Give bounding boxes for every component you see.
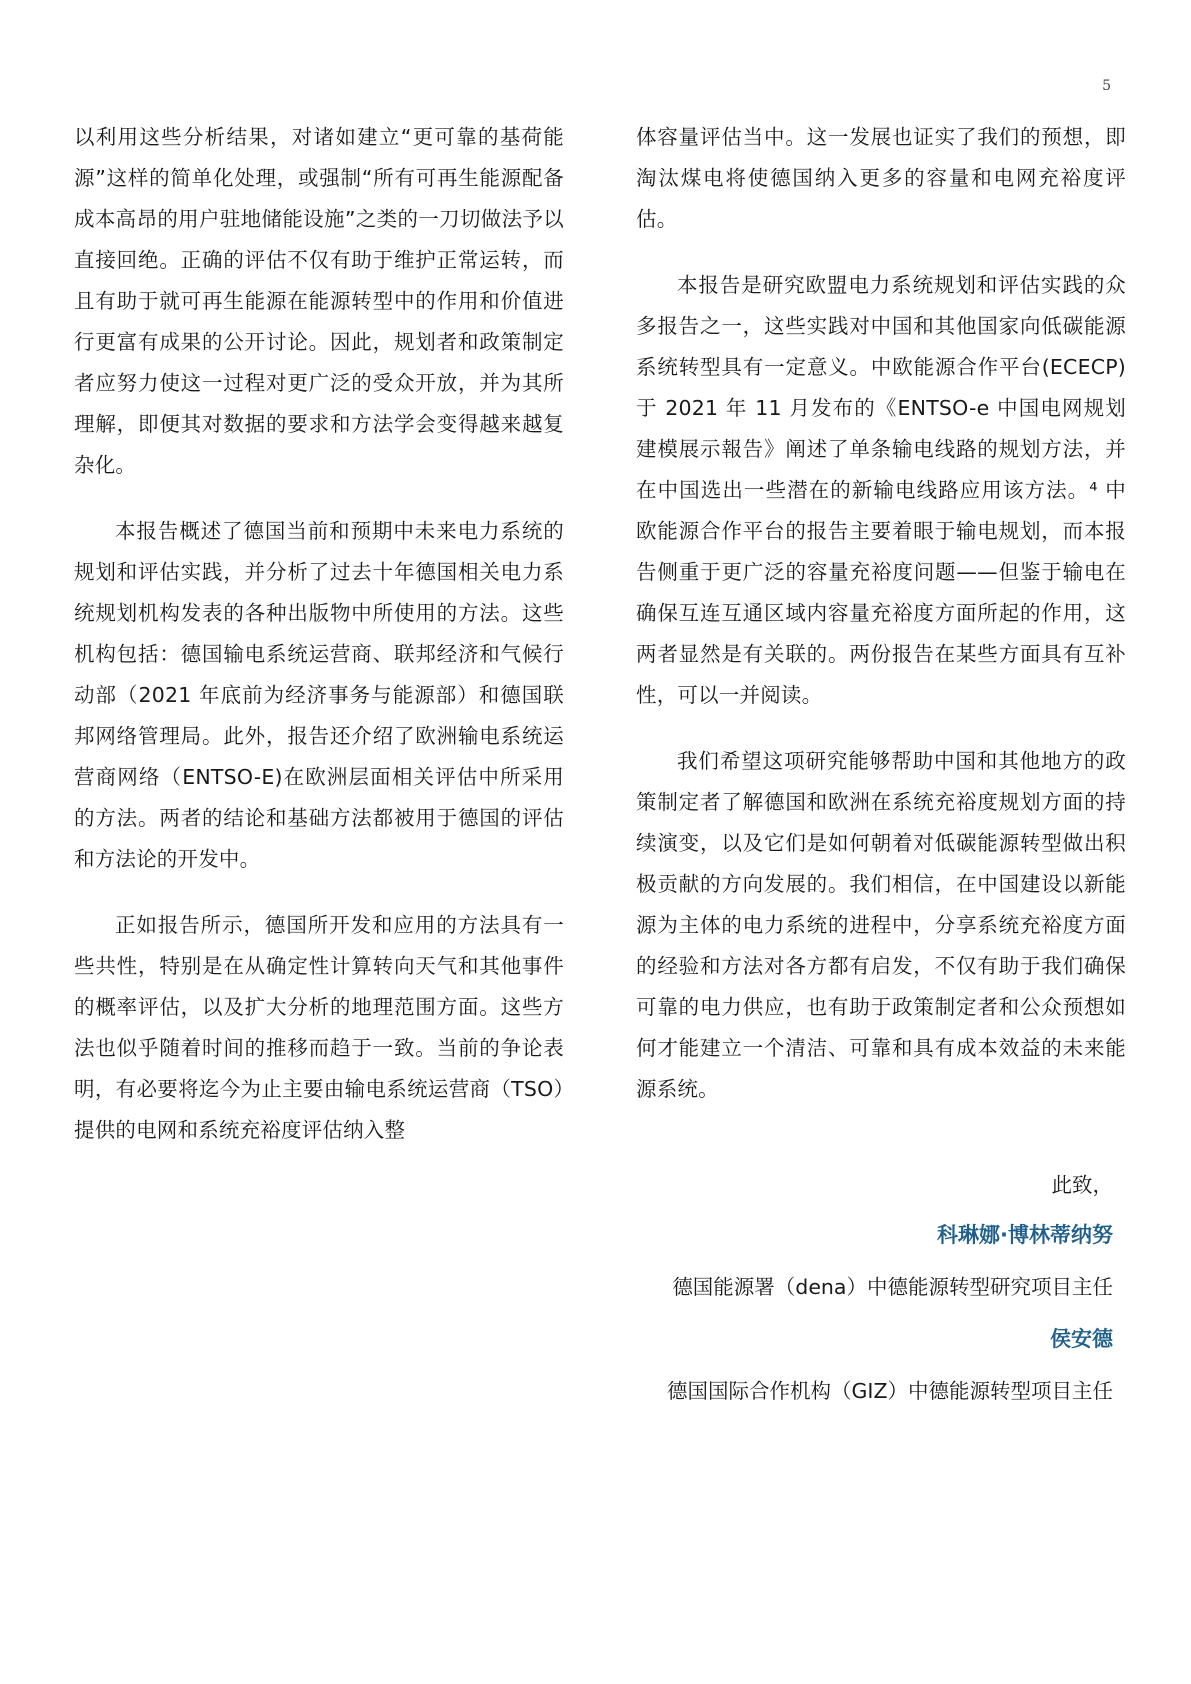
signer-2-role: 德国国际合作机构（GIZ）中德能源转型项目主任 — [667, 1379, 1113, 1403]
page-number: 5 — [1102, 78, 1111, 94]
right-paragraph-1: 体容量评估当中。这一发展也证实了我们的预想，即淘汰煤电将使德国纳入更多的容量和电网充裕度评估。 — [636, 125, 1126, 231]
right-paragraph-2: 本报告是研究欧盟电力系统规划和评估实践的众多报告之一，这些实践对中国和其他国家向低碳能源系统转型具有一定意义。中欧能源合作平台(ECECP) 于 2021 年 11 月发布的《ENTSO-e 中国电网规划建模展示報告》阐述了单条输电线路的规划方法，并在中国选出一些潜在的新输电线路应用该方法。⁴ 中欧能源合作平台的报告主要着眼于输电规划，而本报告侧重于更广泛的容量充裕度问题——但鉴于输电在确保互连互通区域内容量充裕度方面所起的作用，这两者显然是有关联的。两份报告在某些方面具有互补性，可以一并阅读。 — [636, 273, 1126, 707]
salutation: 此致， — [1051, 1173, 1113, 1197]
right-column — [636, 117, 1126, 1135]
signer-1-name: 科琳娜·博林蒂纳努 — [937, 1223, 1113, 1247]
signer-2-name: 侯安德 — [1050, 1327, 1113, 1351]
left-paragraph-3: 正如报告所示，德国所开发和应用的方法具有一些共性，特别是在从确定性计算转向天气和其他事件的概率评估，以及扩大分析的地理范围方面。这些方法也似乎随着时间的推移而趋于一致。当前的争论表明，有必要将迄今为止主要由输电系统运营商（TSO）提供的电网和系统充裕度评估纳入整 — [74, 913, 564, 1142]
closing-block — [667, 1165, 1113, 1425]
left-paragraph-1: 以利用这些分析结果，对诸如建立“更可靠的基荷能源”这样的简单化处理，或强制“所有可再生能源配备成本高昂的用户驻地储能设施”之类的一刀切做法予以直接回绝。正确的评估不仅有助于维护正常运转，而且有助于就可再生能源在能源转型中的作用和价值进行更富有成果的公开讨论。因此，规划者和政策制定者应努力使这一过程对更广泛的受众开放，并为其所理解，即便其对数据的要求和方法学会变得越来越复杂化。 — [74, 125, 564, 477]
left-paragraph-2: 本报告概述了德国当前和预期中未来电力系统的规划和评估实践，并分析了过去十年德国相关电力系统规划机构发表的各种出版物中所使用的方法。这些机构包括：德国输电系统运营商、联邦经济和气候行动部（2021 年底前为经济事务与能源部）和德国联邦网络管理局。此外，报告还介绍了欧洲输电系统运营商网络（ENTSO-E)在欧洲层面相关评估中所采用的方法。两者的结论和基础方法都被用于德国的评估和方法论的开发中。 — [74, 519, 564, 871]
left-column — [74, 117, 564, 1176]
signer-1-role: 德国能源署（dena）中德能源转型研究项目主任 — [672, 1275, 1113, 1299]
right-paragraph-3: 我们希望这项研究能够帮助中国和其他地方的政策制定者了解德国和欧洲在系统充裕度规划方面的持续演变，以及它们是如何朝着对低碳能源转型做出积极贡献的方向发展的。我们相信，在中国建设以新能源为主体的电力系统的进程中，分享系统充裕度方面的经验和方法对各方都有启发，不仅有助于我们确保可靠的电力供应，也有助于政策制定者和公众预想如何才能建立一个清洁、可靠和具有成本效益的未来能源系统。 — [636, 749, 1126, 1101]
